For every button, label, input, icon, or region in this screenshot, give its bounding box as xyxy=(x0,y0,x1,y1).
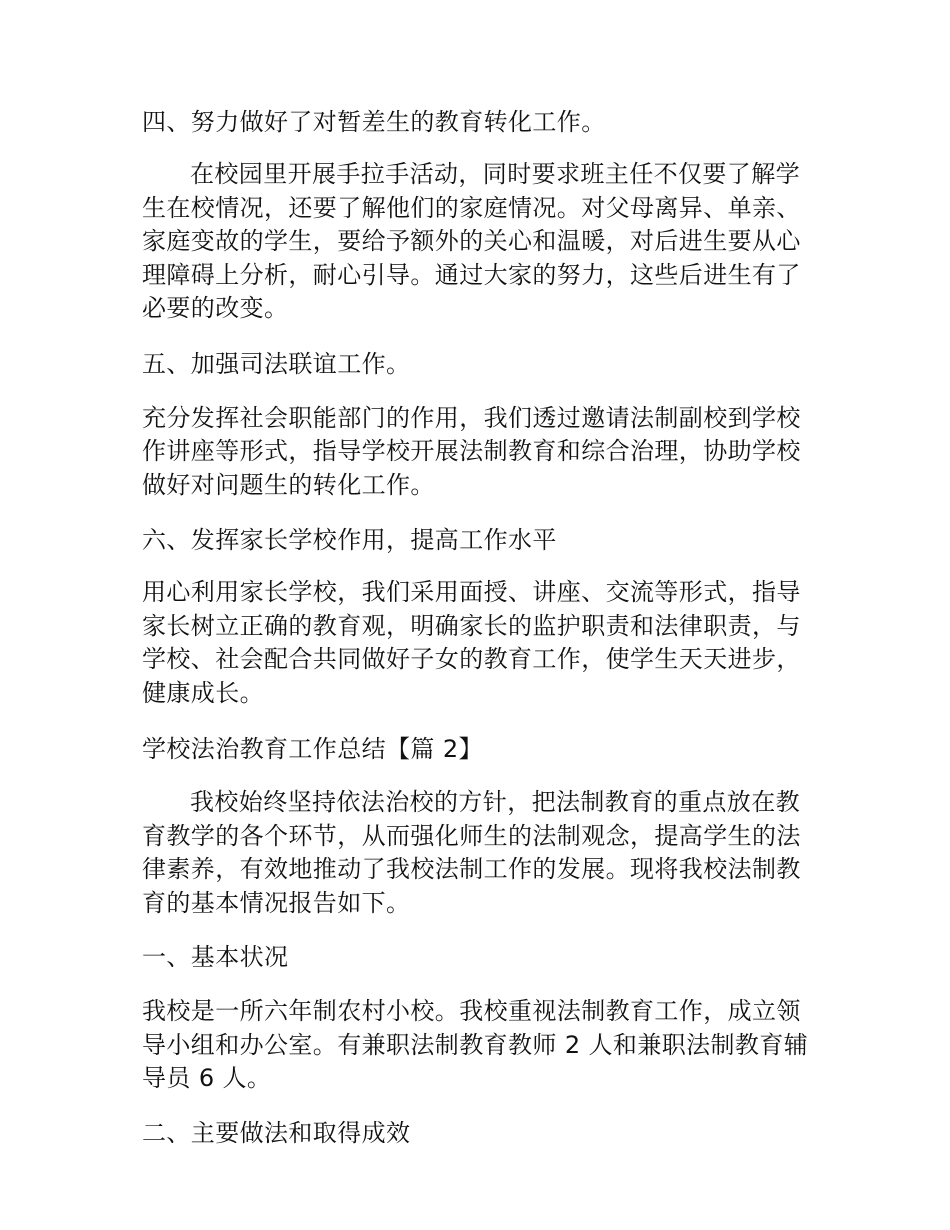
paragraph-parent-school: 用心利用家长学校，我们采用面授、讲座、交流等形式，指导家长树立正确的教育观，明确家长的监护职责和法律职责，与学校、社会配合共同做好子女的教育工作，使学生天天进步，健康成长。 xyxy=(142,578,801,707)
section-heading-6: 六、发挥家长学校作用，提高工作水平 xyxy=(142,526,557,554)
section-heading-4: 四、努力做好了对暂差生的教育转化工作。 xyxy=(142,108,606,136)
paragraph-rule-of-law: 我校始终坚持依法治校的方针，把法制教育的重点放在教育教学的各个环节，从而强化师生的法制观念，提高学生的法律素养，有效地推动了我校法制工作的发展。现将我校法制教育的基本情况报告如下。 xyxy=(142,788,801,917)
section-heading-5: 五、加强司法联谊工作。 xyxy=(142,349,411,378)
paragraph-judicial-liaison: 充分发挥社会职能部门的作用，我们透过邀请法制副校到学校作讲座等形式，指导学校开展法制教育和综合治理，协助学校做好对问题生的转化工作。 xyxy=(142,403,801,499)
document-body xyxy=(142,104,812,1151)
article-title-part2: 学校法治教育工作总结【篇 2】 xyxy=(142,735,483,763)
section-heading-1: 一、基本状况 xyxy=(142,943,289,971)
section-heading-2: 二、主要做法和取得成效 xyxy=(142,1118,411,1147)
paragraph-basic-situation: 我校是一所六年制农村小校。我校重视法制教育工作，成立领导小组和办公室。有兼职法制教育教师 2 人和兼职法制教育辅导员 6 人。 xyxy=(142,997,809,1092)
paragraph-student-transformation: 在校园里开展手拉手活动，同时要求班主任不仅要了解学生在校情况，还要了解他们的家庭情况。对父母离异、单亲、家庭变故的学生，要给予额外的关心和温暖，对后进生要从心理障碍上分析，耐心引导。通过大家的努力，这些后进生有了必要的改变。 xyxy=(142,160,801,322)
